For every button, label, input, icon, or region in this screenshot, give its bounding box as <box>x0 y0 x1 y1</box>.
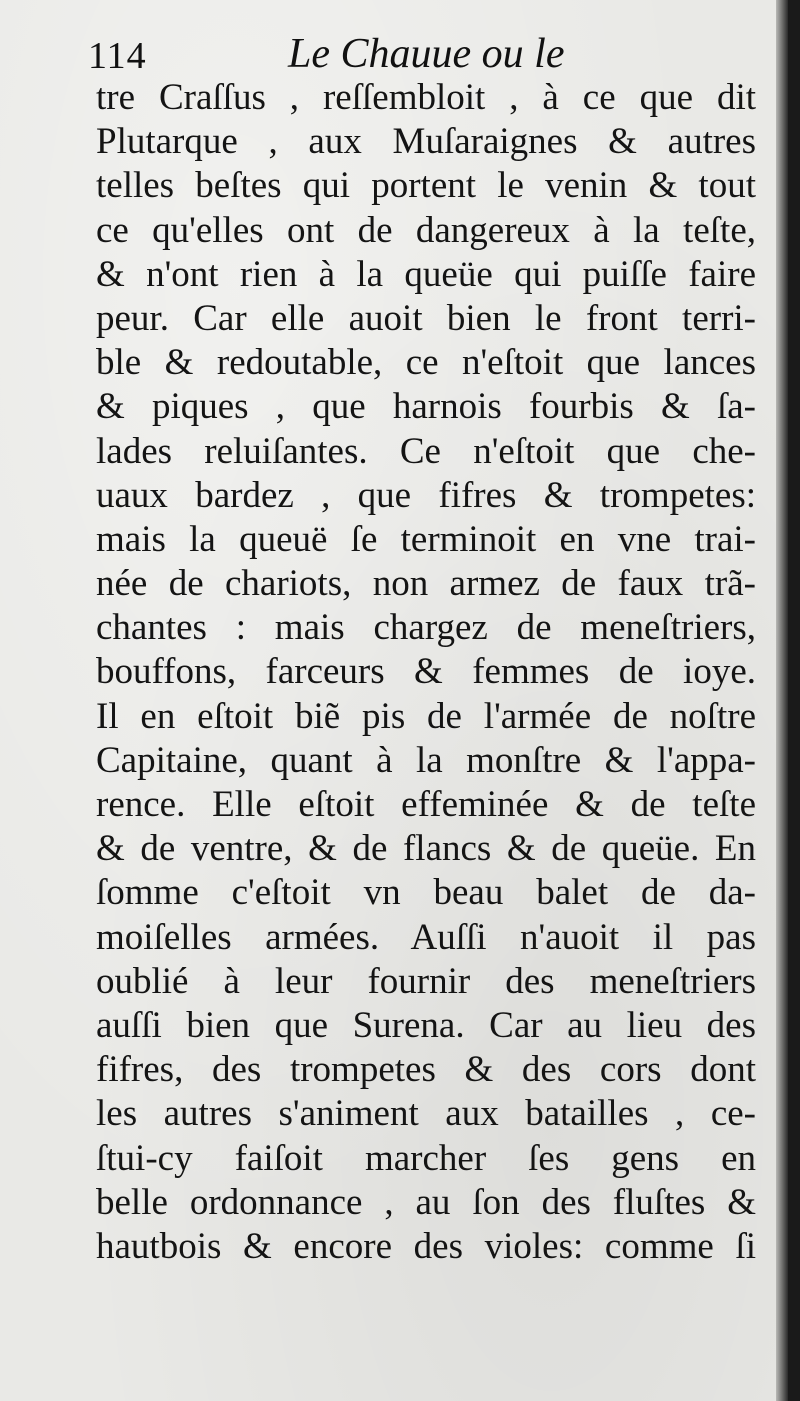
text-line: les autres s'animent aux batailles , ce- <box>96 1093 756 1135</box>
text-line: née de chariots, non armez de faux trã- <box>96 563 756 605</box>
text-line: belle ordonnance , au ſon des fluſtes & <box>96 1181 756 1223</box>
text-line: ce qu'elles ont de dangereux à la teſte, <box>96 209 756 251</box>
text-line: Plutarque , aux Muſaraignes & autres <box>96 121 756 163</box>
text-line: ſtui-cy faiſoit marcher ſes gens en <box>96 1137 756 1179</box>
text-line: & piques , que harnois fourbis & ſa- <box>96 386 756 428</box>
running-title: Le Chauue ou le <box>288 31 565 77</box>
text-line: telles beſtes qui portent le venin & tout <box>96 165 756 207</box>
page-edge <box>776 0 788 1401</box>
text-line: & n'ont rien à la queüe qui puiſſe faire <box>96 253 756 295</box>
text-line: Capitaine, quant à la monſtre & l'appa- <box>96 739 756 781</box>
text-line: ble & redoutable, ce n'eſtoit que lances <box>96 342 756 384</box>
text-line: bouffons, farceurs & femmes de ioye. <box>96 651 756 693</box>
text-line: tre Craſſus , reſſembloit , à ce que dit <box>96 77 756 118</box>
body-text <box>96 76 756 1269</box>
text-line: hautbois & encore des violes: comme ſi <box>96 1225 756 1267</box>
text-line: fifres, des trompetes & des cors dont <box>96 1049 756 1091</box>
text-line: moiſelles armées. Auſſi n'auoit il pas <box>96 916 756 958</box>
text-line: lades reluiſantes. Ce n'eſtoit que che- <box>96 430 756 472</box>
page-number: 114 <box>88 35 147 77</box>
text-line: auſſi bien que Surena. Car au lieu des <box>96 1004 756 1046</box>
running-head <box>88 20 748 80</box>
text-line: uaux bardez , que fifres & trompetes: <box>96 474 756 516</box>
text-line: Il en eſtoit biẽ pis de l'armée de noſtre <box>96 695 756 737</box>
text-line: & de ventre, & de flancs & de queüe. En <box>96 828 756 870</box>
text-line: mais la queuë ſe terminoit en vne trai- <box>96 518 756 560</box>
text-line: ſomme c'eſtoit vn beau balet de da- <box>96 872 756 914</box>
text-line: chantes : mais chargez de meneſtriers, <box>96 607 756 649</box>
text-line: rence. Elle eſtoit effeminée & de teſte <box>96 784 756 825</box>
text-line: oublié à leur fournir des meneſtriers <box>96 960 756 1002</box>
text-line: peur. Car elle auoit bien le front terri- <box>96 297 756 339</box>
